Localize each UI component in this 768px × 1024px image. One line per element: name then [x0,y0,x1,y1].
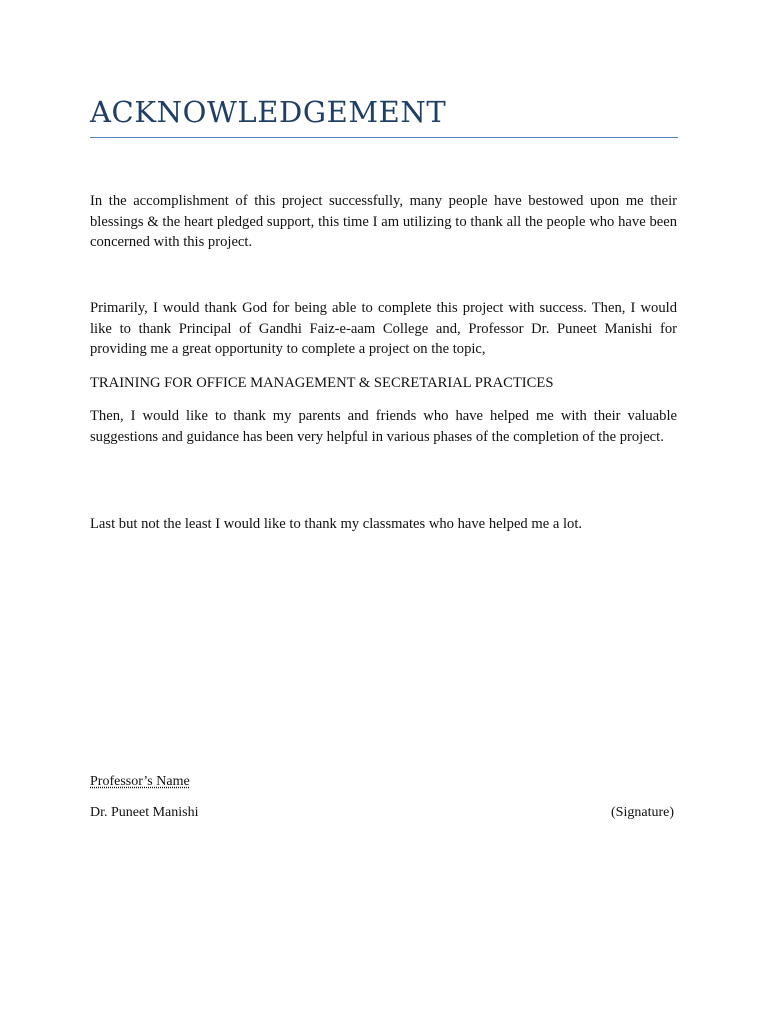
signature-placeholder: (Signature) [611,805,674,820]
paragraph-thanks-god-principal: Primarily, I would thank God for being able to complete this project with success. Then, I would like to thank Principal of Gandhi Faiz-e-aam College and, Professor Dr. Puneet Manishi for providing me a great opportunity to complete a project on the topic, [90,300,677,358]
title-underline-divider [90,137,678,138]
paragraph-thanks-classmates: Last but not the least I would like to thank my classmates who have helped me a lot. [90,516,583,532]
paragraph-project-topic: TRAINING FOR OFFICE MANAGEMENT & SECRETARIAL PRACTICES [90,375,554,391]
professor-name: Dr. Puneet Manishi [90,805,199,820]
page-title: ACKNOWLEDGEMENT [90,95,447,129]
paragraph-thanks-parents-friends: Then, I would like to thank my parents and friends who have helped me with their valuable suggestions and guidance has been very helpful in various phases of the completion of the project. [90,408,677,445]
paragraph-intro: In the accomplishment of this project successfully, many people have bestowed upon me their blessings & the heart pledged support, this time I am utilizing to thank all the people who have been concerned with this project. [90,193,677,251]
professor-name-label: Professor’s Name [90,774,190,789]
